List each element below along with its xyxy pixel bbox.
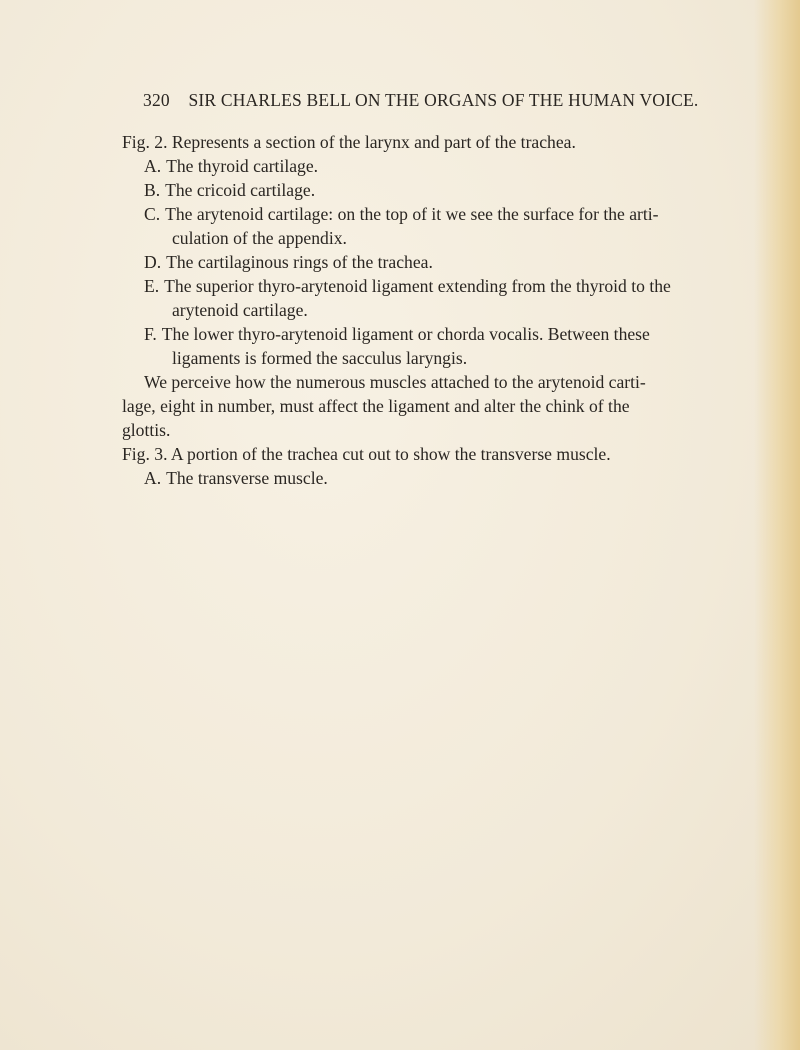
fig3-item-a: [122, 466, 668, 490]
page-number: 320: [143, 90, 170, 110]
fig2-caption: Fig. 2. Represents a section of the larynx and part of the trachea.: [122, 132, 576, 152]
item-label: A.: [144, 468, 162, 488]
running-header: [143, 90, 699, 111]
item-label: D.: [144, 252, 162, 272]
item-label: A.: [144, 156, 162, 176]
item-label: C.: [144, 204, 161, 224]
fig2-item-c-continuation: culation of the appendix.: [172, 228, 347, 248]
running-title: SIR CHARLES BELL ON THE ORGANS OF THE HUMAN VOICE.: [188, 90, 699, 110]
paragraph-line-3: glottis.: [122, 420, 171, 440]
fig2-item-e: [122, 274, 671, 298]
item-label: E.: [144, 276, 160, 296]
item-text: The arytenoid cartilage: on the top of it we see the surface for the arti-: [165, 204, 659, 224]
item-text: The cricoid cartilage.: [165, 180, 316, 200]
paragraph-line-2: lage, eight in number, must affect the ligament and alter the chink of the: [122, 396, 630, 416]
fig3-caption: Fig. 3. A portion of the trachea cut out to show the transverse muscle.: [122, 444, 611, 464]
item-text: The cartilaginous rings of the trachea.: [166, 252, 433, 272]
fig2-item-f: [122, 322, 668, 346]
item-text: The superior thyro-arytenoid ligament extending from the thyroid to the: [164, 276, 671, 296]
fig2-item-e-continuation: arytenoid cartilage.: [172, 300, 308, 320]
fig2-item-f-continuation: ligaments is formed the sacculus laryngis.: [172, 348, 468, 368]
item-text: The lower thyro-arytenoid ligament or chorda vocalis. Between these: [161, 324, 650, 344]
fig2-item-a: [122, 154, 668, 178]
item-text: The thyroid cartilage.: [166, 156, 319, 176]
item-label: F.: [144, 324, 157, 344]
paragraph-line-1: We perceive how the numerous muscles attached to the arytenoid carti-: [144, 372, 646, 392]
fig2-item-c: [122, 202, 668, 226]
item-text: The transverse muscle.: [166, 468, 328, 488]
item-label: B.: [144, 180, 161, 200]
page-edge-discoloration: [754, 0, 800, 1050]
fig2-item-d: [122, 250, 668, 274]
figure-explanations: [122, 130, 671, 490]
fig2-item-b: [122, 178, 668, 202]
